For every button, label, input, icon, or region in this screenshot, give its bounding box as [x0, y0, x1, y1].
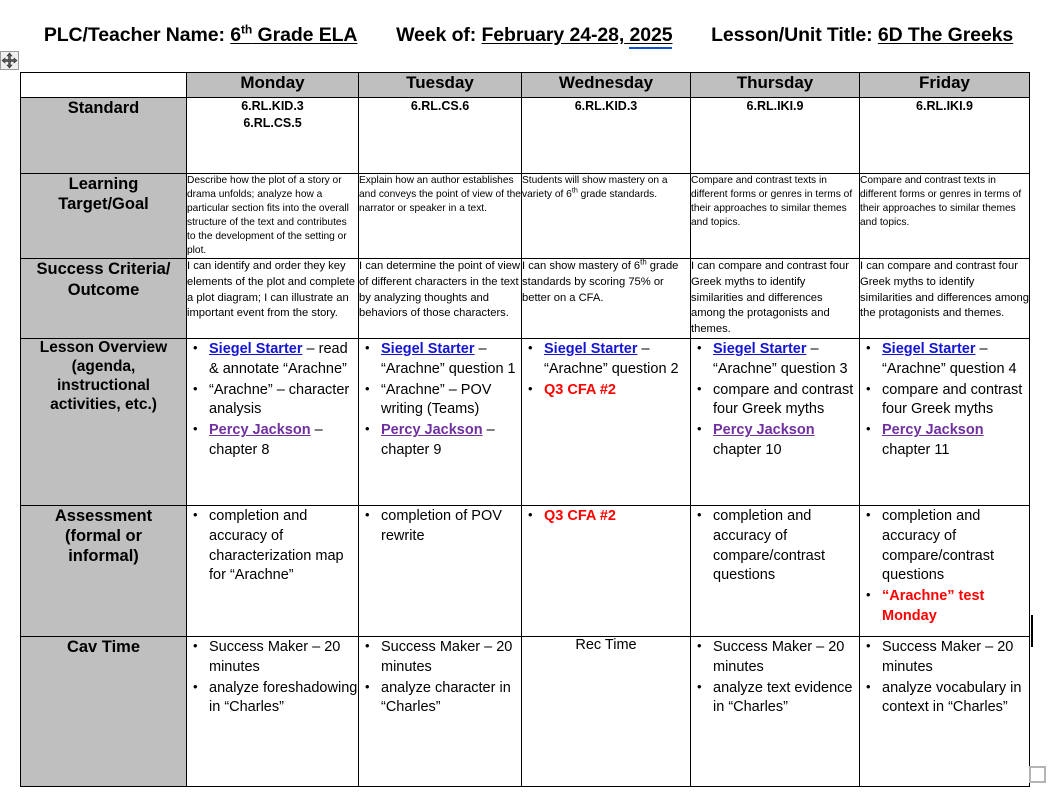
target-text: Compare and contrast texts in different forms or genres in terms of their approaches to similar themes and topics. [691, 175, 853, 229]
document-header [0, 24, 1057, 47]
list-item [542, 340, 690, 380]
resource-link[interactable]: Siegel Starter [544, 340, 638, 357]
list-item [880, 679, 1029, 719]
cell-standard-wednesday[interactable] [522, 98, 691, 174]
weekly-lesson-plan-table [20, 72, 1030, 787]
cell-success-thursday[interactable] [691, 259, 860, 338]
list-item-text: completion and accuracy of characterization map for “Arachne” [209, 507, 344, 584]
list-item [711, 679, 859, 719]
list-item-text: Success Maker – 20 minutes [209, 638, 341, 675]
target-text: Compare and contrast texts in different forms or genres in terms of their approaches to similar themes and topics. [860, 175, 1022, 229]
cell-standard-thursday[interactable] [691, 98, 860, 174]
cell-target-wednesday[interactable] [522, 174, 691, 259]
bullet-list [359, 507, 521, 547]
list-item [207, 421, 358, 461]
bullet-list [691, 340, 859, 461]
teacher-name-field [44, 24, 358, 47]
move-handle-icon[interactable] [0, 51, 19, 70]
row-label-line: Target/Goal [58, 195, 149, 214]
bullet-list [691, 638, 859, 718]
resource-link[interactable]: Percy Jackson [882, 422, 984, 439]
list-item-text: analyze character in “Charles” [381, 679, 511, 716]
success-text: I can show mastery of 6th grade standards by scoring 75% or better on a CFA. [522, 257, 679, 304]
list-item-text: “Arachne” – character analysis [209, 381, 350, 418]
bullet-list [691, 507, 859, 586]
cell-standard-friday[interactable] [860, 98, 1030, 174]
cell-target-friday[interactable] [860, 174, 1030, 259]
list-item [711, 340, 859, 380]
list-item [207, 340, 358, 380]
table-row-success-criteria [21, 259, 1030, 338]
row-label-line: (formal or [64, 526, 142, 545]
list-item [207, 679, 358, 719]
row-label-line: activities, etc.) [50, 395, 157, 413]
table-row-learning-target [21, 174, 1030, 259]
list-item [880, 340, 1029, 380]
row-label-line: Outcome [67, 280, 140, 299]
cell-target-monday[interactable] [187, 174, 359, 259]
day-header-tuesday: Tuesday [359, 73, 522, 98]
list-item [207, 507, 358, 586]
list-item-text: – chapter 9 [381, 422, 495, 459]
list-item [379, 381, 521, 421]
resize-handle-icon[interactable] [1029, 766, 1046, 783]
list-item-text: Success Maker – 20 minutes [713, 638, 845, 675]
list-item-text: chapter 10 [713, 442, 782, 459]
cell-overview-tuesday[interactable] [359, 338, 522, 505]
cell-assessment-wednesday[interactable] [522, 505, 691, 636]
list-item-text: analyze foreshadowing in “Charles” [209, 679, 358, 716]
week-of-value: February 24-28, 2025 [482, 24, 673, 49]
list-item [880, 638, 1029, 678]
bullet-list [187, 507, 358, 586]
lesson-unit-title-value: 6D The Greeks [877, 24, 1014, 46]
target-text: Explain how an author establishes and conveys the point of view of the narrator or speaker in a text. [359, 175, 521, 215]
resource-link[interactable]: Siegel Starter [209, 340, 303, 357]
table-row-standard [21, 98, 1030, 174]
standard-code: 6.RL.CS.5 [243, 115, 302, 130]
list-item-text: analyze vocabulary in context in “Charles” [882, 679, 1022, 716]
cell-assessment-monday[interactable] [187, 505, 359, 636]
cell-assessment-friday[interactable] [860, 505, 1030, 636]
table-row-assessment [21, 505, 1030, 636]
bullet-list [359, 340, 521, 461]
list-item [542, 381, 690, 401]
day-header-thursday: Thursday [691, 73, 860, 98]
row-label-standard: Standard [21, 98, 187, 174]
list-item-text: Success Maker – 20 minutes [381, 638, 513, 675]
bullet-list [359, 638, 521, 718]
list-item [880, 507, 1029, 586]
week-of-label: Week of: [396, 24, 477, 46]
resource-link[interactable]: Siegel Starter [381, 340, 475, 357]
list-item-text: – read & annotate “Arachne” [209, 340, 348, 377]
resource-link[interactable]: Siegel Starter [882, 340, 976, 357]
day-header-wednesday: Wednesday [522, 73, 691, 98]
list-item [379, 340, 521, 380]
list-item [711, 507, 859, 586]
bullet-list [187, 638, 358, 718]
resource-link[interactable]: Percy Jackson [713, 422, 815, 439]
row-label-line: informal) [68, 547, 139, 566]
success-text: I can compare and contrast four Greek myths to identify similarities and differences among the protagonists and themes. [691, 260, 849, 336]
week-of-field [396, 24, 672, 47]
highlight-text: “Arachne” test Monday [882, 588, 985, 625]
list-item-text: analyze text evidence in “Charles” [713, 679, 853, 716]
target-text: Describe how the plot of a story or drama unfolds; analyze how a particular section fits into the overall structure of the text and contributes to the development of the setting or plot. [187, 175, 349, 257]
target-text: Students will show mastery on a variety of 6th grade standards. [522, 175, 668, 201]
cell-success-friday[interactable] [860, 259, 1030, 338]
table-row-lesson-overview [21, 338, 1030, 505]
list-item-text: compare and contrast four Greek myths [882, 381, 1023, 418]
row-label-line: Learning [68, 175, 139, 193]
row-label-line: instructional [56, 376, 150, 394]
standard-code: 6.RL.CS.6 [410, 99, 470, 113]
rec-time-wrapper [522, 637, 690, 653]
list-item-text: – “Arachne” question 4 [882, 340, 1017, 377]
row-label-line: (agenda, [71, 357, 136, 375]
list-item-text: “Arachne” – POV writing (Teams) [381, 381, 492, 418]
list-item [207, 638, 358, 678]
table-header-row [21, 73, 1030, 98]
cell-cav-monday[interactable] [187, 636, 359, 786]
standard-code: 6.RL.KID.3 [574, 99, 638, 113]
week-year-value: 2025 [629, 24, 672, 49]
cell-assessment-tuesday[interactable] [359, 505, 522, 636]
list-item [379, 638, 521, 678]
cell-cav-friday[interactable] [860, 636, 1030, 786]
success-text: I can determine the point of view of different characters in the text by analyzing thoughts and behaviors of those characters. [359, 260, 521, 320]
cell-overview-monday[interactable] [187, 338, 359, 505]
ordinal-suffix: th [241, 22, 253, 37]
cell-cav-wednesday[interactable] [522, 636, 691, 786]
cell-overview-thursday[interactable] [691, 338, 860, 505]
cell-cav-thursday[interactable] [691, 636, 860, 786]
ordinal-suffix: th [571, 186, 578, 195]
cell-overview-wednesday[interactable] [522, 338, 691, 505]
list-item [711, 638, 859, 678]
bullet-list [522, 507, 690, 527]
list-item-text: completion and accuracy of compare/contrast questions [882, 507, 995, 584]
row-label-learning-target [21, 174, 187, 259]
row-label-line: Lesson Overview [39, 338, 168, 356]
rec-time-text: Rec Time [575, 636, 637, 653]
list-item [880, 421, 1029, 461]
list-item-text: completion of POV rewrite [381, 507, 502, 544]
cell-standard-tuesday[interactable] [359, 98, 522, 174]
row-label-line: Assessment [54, 506, 153, 525]
standard-code: 6.RL.KID.3 [241, 99, 304, 113]
bullet-list [860, 340, 1029, 461]
corner-cell [21, 73, 187, 98]
lesson-unit-title-label: Lesson/Unit Title: [711, 24, 873, 46]
list-item-text: completion and accuracy of compare/contrast questions [713, 507, 826, 584]
teacher-name-label: PLC/Teacher Name: [43, 24, 225, 46]
text-caret [1031, 615, 1033, 647]
success-text: I can identify and order they key elements of the plot and complete a plot diagram; I can illustrate an important event from the story. [187, 260, 355, 320]
bullet-list [860, 638, 1029, 718]
day-header-friday: Friday [860, 73, 1030, 98]
ordinal-suffix: th [640, 257, 647, 267]
list-item [542, 507, 690, 527]
row-label-assessment [21, 505, 187, 636]
cell-assessment-thursday[interactable] [691, 505, 860, 636]
highlight-text: Q3 CFA #2 [544, 381, 616, 398]
list-item [379, 679, 521, 719]
cell-success-wednesday[interactable] [522, 259, 691, 338]
row-label-cav-time: Cav Time [21, 636, 187, 786]
row-label-success-criteria [21, 259, 187, 338]
list-item [880, 381, 1029, 421]
row-label-line: Success Criteria/ [36, 260, 171, 279]
list-item [207, 381, 358, 421]
list-item [379, 421, 521, 461]
day-header-monday: Monday [187, 73, 359, 98]
row-label-lesson-overview [21, 338, 187, 505]
cell-overview-friday[interactable] [860, 338, 1030, 505]
highlight-text: Q3 CFA #2 [544, 507, 616, 524]
list-item-text: Success Maker – 20 minutes [882, 638, 1014, 675]
standard-code: 6.RL.IKI.9 [916, 99, 973, 113]
cell-target-thursday[interactable] [691, 174, 860, 259]
resource-link[interactable]: Percy Jackson [381, 422, 483, 439]
list-item-text: – “Arachne” question 1 [381, 340, 516, 377]
bullet-list [860, 507, 1029, 627]
list-item-text: compare and contrast four Greek myths [713, 381, 854, 418]
list-item [711, 421, 859, 461]
list-item-text: – “Arachne” question 3 [713, 340, 848, 377]
list-item [880, 587, 1029, 627]
list-item-text: chapter 11 [882, 442, 950, 459]
list-item-text: – chapter 8 [209, 422, 323, 459]
bullet-list [187, 340, 358, 461]
bullet-list [522, 340, 690, 401]
cell-success-monday[interactable] [187, 259, 359, 338]
success-text: I can compare and contrast four Greek myths to identify similarities and differences among the protagonists and themes. [860, 260, 1029, 320]
resource-link[interactable]: Percy Jackson [209, 422, 311, 439]
list-item [379, 507, 521, 547]
table-row-cav-time [21, 636, 1030, 786]
cell-standard-monday[interactable] [187, 98, 359, 174]
cell-success-tuesday[interactable] [359, 259, 522, 338]
teacher-name-value: 6th Grade ELA [230, 22, 358, 46]
standard-code: 6.RL.IKI.9 [746, 99, 804, 113]
list-item [711, 381, 859, 421]
lesson-unit-title-field [711, 24, 1013, 47]
list-item-text: – “Arachne” question 2 [544, 340, 679, 377]
resource-link[interactable]: Siegel Starter [713, 340, 807, 357]
cell-cav-tuesday[interactable] [359, 636, 522, 786]
cell-target-tuesday[interactable] [359, 174, 522, 259]
